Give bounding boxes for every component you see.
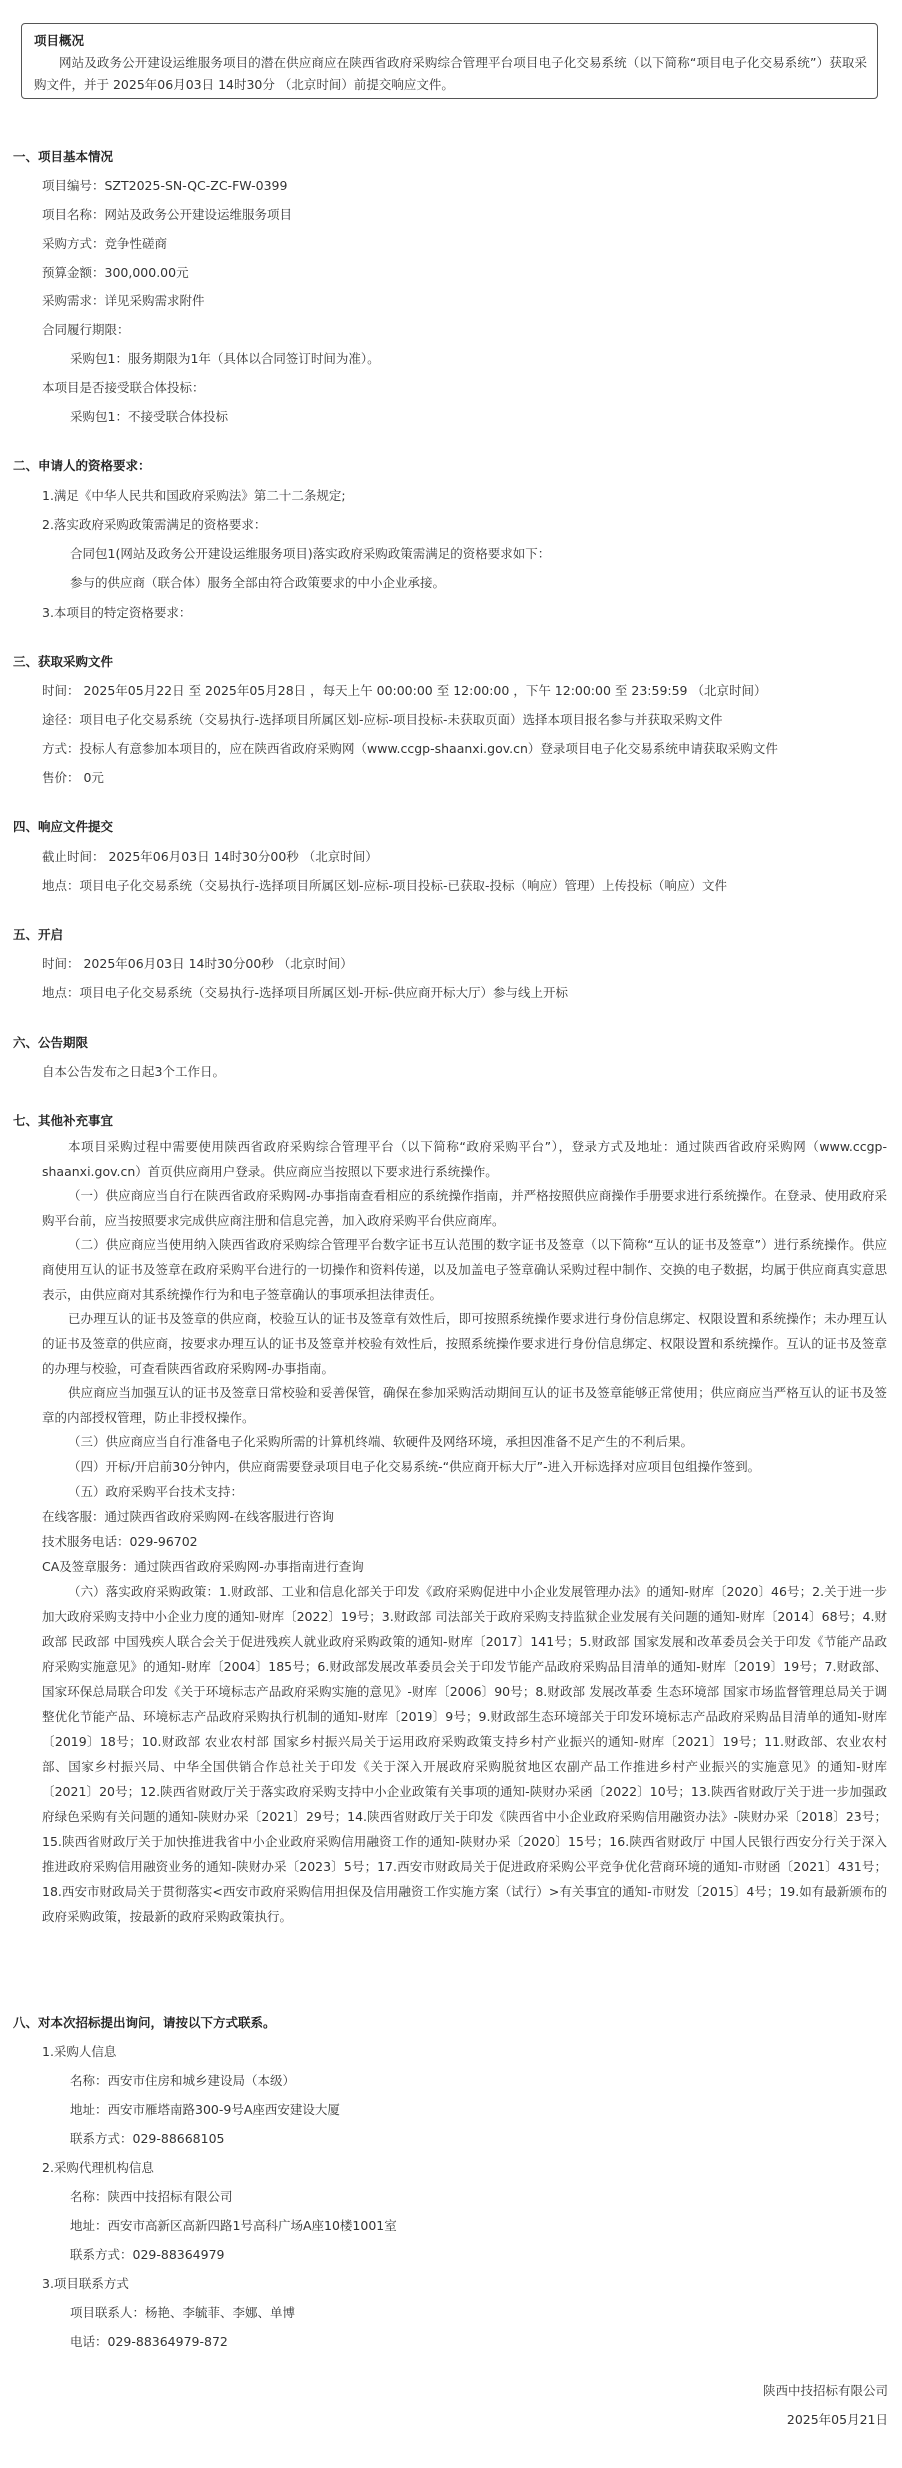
- requirement-2: 2.落实政府采购政策需满足的资格要求：: [42, 517, 267, 532]
- overview-body: 网站及政务公开建设运维服务项目的潜在供应商应在陕西省政府采购综合管理平台项目电子化交易系统（以下简称“项目电子化交易系统”）获取采购文件，并于 2025年06月03日 14时30分 （北京时间）前提交响应文件。: [34, 55, 867, 92]
- section-title: 五、开启: [13, 927, 64, 942]
- tech-service-phone: 技术服务电话：029-96702: [42, 1534, 198, 1549]
- section-title: 二、申请人的资格要求：: [13, 458, 151, 473]
- overview-title: 项目概况: [34, 33, 85, 48]
- agency-address: 地址：西安市高新区高新四路1号高科广场A座10楼1001室: [70, 2218, 397, 2233]
- announcement-period: 自本公告发布之日起3个工作日。: [42, 1064, 225, 1079]
- obtain-route: 途径：项目电子化交易系统（交易执行-选择项目所属区划-应标-项目投标-未获取页面）选择本项目报名参与并获取采购文件: [42, 712, 723, 727]
- package-service-period: 采购包1：服务期限为1年（具体以合同签订时间为准）。: [70, 351, 380, 366]
- package-consortium: 采购包1：不接受联合体投标: [70, 409, 228, 424]
- section-title: 一、项目基本情况: [13, 149, 114, 164]
- purchaser-heading: 1.采购人信息: [42, 2044, 117, 2059]
- procurement-demand: 采购需求：详见采购需求附件: [42, 293, 205, 308]
- procurement-method: 采购方式：竞争性磋商: [42, 236, 168, 251]
- opening-time: 时间： 2025年06月03日 14时30分00秒 （北京时间）: [42, 956, 353, 971]
- section-title: 三、获取采购文件: [13, 654, 114, 669]
- document-price: 售价： 0元: [42, 770, 104, 785]
- opening-place: 地点：项目电子化交易系统（交易执行-选择项目所属区划-开标-供应商开标大厅）参与线上开标: [42, 985, 569, 1000]
- online-service: 在线客服：通过陕西省政府采购网-在线客服进行咨询: [42, 1509, 335, 1524]
- agency-phone: 联系方式：029-88364979: [70, 2247, 225, 2262]
- obtain-method: 方式：投标人有意参加本项目的，应在陕西省政府采购网（www.ccgp-shaanxi.gov.cn）登录项目电子化交易系统申请获取采购文件: [42, 741, 778, 756]
- requirement-2-package: 合同包1(网站及政务公开建设运维服务项目)落实政府采购政策需满足的资格要求如下：: [70, 546, 551, 561]
- paragraph-guide: （一）供应商应当自行在陕西省政府采购网-办事指南查看相应的系统操作指南，并严格按照供应商操作手册要求进行系统操作。在登录、使用政府采购平台前，应当按照要求完成供应商注册和信息完善，加入政府采购平台供应商库。: [42, 1188, 887, 1228]
- paragraph-certificate-custody: 供应商应当加强互认的证书及签章日常校验和妥善保管，确保在参加采购活动期间互认的证书及签章能够正常使用；供应商应当严格互认的证书及签章的内部授权管理，防止非授权操作。: [42, 1385, 887, 1425]
- ca-service: CA及签章服务：通过陕西省政府采购网-办事指南进行查询: [42, 1559, 364, 1574]
- paragraph-tech-support: （五）政府采购平台技术支持：: [68, 1484, 244, 1499]
- paragraph-certificate-handling: 已办理互认的证书及签章的供应商，校验互认的证书及签章有效性后，即可按照系统操作要求进行身份信息绑定、权限设置和系统操作；未办理互认的证书及签章的供应商，按要求办理互认的证书及签章并校验有效性后，按照系统操作要求进行身份信息绑定、权限设置和系统操作。互认的证书及签章的办理与校验，可查看陕西省政府采购网-办事指南。: [42, 1311, 887, 1376]
- submission-deadline: 截止时间： 2025年06月03日 14时30分00秒 （北京时间）: [42, 849, 378, 864]
- section-title: 七、其他补充事宜: [13, 1113, 114, 1128]
- purchaser-name: 名称：西安市住房和城乡建设局（本级）: [70, 2073, 296, 2088]
- consortium-label: 本项目是否接受联合体投标：: [42, 380, 205, 395]
- paragraph-equipment: （三）供应商应当自行准备电子化采购所需的计算机终端、软硬件及网络环境，承担因准备不足产生的不利后果。: [68, 1434, 694, 1449]
- purchaser-address: 地址：西安市雁塔南路300-9号A座西安建设大厦: [70, 2102, 340, 2117]
- project-number: 项目编号：SZT2025-SN-QC-ZC-FW-0399: [42, 178, 288, 193]
- paragraph-platform: 本项目采购过程中需要使用陕西省政府采购综合管理平台（以下简称“政府采购平台”），登录方式及地址：通过陕西省政府采购网（www.ccgp-shaanxi.gov.cn）首页供应商用户登录。供应商应当按照以下要求进行系统操作。: [42, 1139, 887, 1179]
- requirement-2-detail: 参与的供应商（联合体）服务全部由符合政策要求的中小企业承接。: [70, 575, 446, 590]
- signature-date: 2025年05月21日: [786, 2412, 888, 2427]
- paragraph-certificate: （二）供应商应当使用纳入陕西省政府采购综合管理平台数字证书互认范围的数字证书及签章（以下简称“互认的证书及签章”）进行系统操作。供应商使用互认的证书及签章在政府采购平台进行的一切操作和资料传递，以及加盖电子签章确认采购过程中制作、交换的电子数据，均属于供应商真实意思表示，由供应商对其系统操作行为和电子签章确认的事项承担法律责任。: [42, 1237, 887, 1302]
- project-overview-box: [21, 23, 878, 99]
- section-title: 四、响应文件提交: [13, 819, 114, 834]
- purchaser-phone: 联系方式：029-88668105: [70, 2131, 225, 2146]
- agency-heading: 2.采购代理机构信息: [42, 2160, 154, 2175]
- contract-period-label: 合同履行期限：: [42, 322, 130, 337]
- requirement-3: 3.本项目的特定资格要求：: [42, 605, 192, 620]
- budget-amount: 预算金额：300,000.00元: [42, 265, 189, 280]
- signature-organization: 陕西中技招标有限公司: [762, 2383, 888, 2398]
- submission-place: 地点：项目电子化交易系统（交易执行-选择项目所属区划-应标-项目投标-已获取-投标（响应）管理）上传投标（响应）文件: [42, 878, 728, 893]
- section-title: 八、对本次招标提出询问，请按以下方式联系。: [13, 2015, 276, 2030]
- paragraph-sign-in: （四）开标/开启前30分钟内，供应商需要登录项目电子化交易系统-“供应商开标大厅”-进入开标选择对应项目包组操作签到。: [68, 1459, 761, 1474]
- project-contacts: 项目联系人：杨艳、李毓菲、李娜、单博: [70, 2305, 296, 2320]
- project-phone: 电话：029-88364979-872: [70, 2334, 228, 2349]
- project-contact-heading: 3.项目联系方式: [42, 2276, 129, 2291]
- section-title: 六、公告期限: [13, 1035, 89, 1050]
- paragraph-policies: （六）落实政府采购政策：1.财政部、工业和信息化部关于印发《政府采购促进中小企业发展管理办法》的通知-财库〔2020〕46号；2.关于进一步加大政府采购支持中小企业力度的通知-财库〔2022〕19号；3.财政部 司法部关于政府采购支持监狱企业发展有关问题的通知-财库〔2014〕68号；4.财政部 民政部 中国残疾人联合会关于促进残疾人就业政府采购政策的通知-财库〔2017〕141号；5.财政部 国家发展和改革委员会关于印发《节能产品政府采购实施意见》的通知-财库〔2004〕185号；6.财政部发展改革委员会关于印发节能产品政府采购品目清单的通知-财库〔2019〕19号；7.财政部、国家环保总局联合印发《关于环境标志产品政府采购实施的意见》-财库〔2006〕90号；8.财政部 发展改革委 生态环境部 国家市场监督管理总局关于调整优化节能产品、环境标志产品政府采购执行机制的通知-财库〔2019〕9号；9.财政部生态环境部关于印发环境标志产品政府采购品目清单的通知-财库〔2019〕18号；10.财政部 农业农村部 国家乡村振兴局关于运用政府采购政策支持乡村产业振兴的通知-财库〔2021〕19号；11.财政部、农业农村部、国家乡村振兴局、中华全国供销合作总社关于印发《关于深入开展政府采购脱贫地区农副产品工作推进乡村产业振兴的实施意见》的通知-财库〔2021〕20号；12.陕西省财政厅关于落实政府采购支持中小企业政策有关事项的通知-陕财办采函〔2022〕10号；13.陕西省财政厅关于进一步加强政府绿色采购有关问题的通知-陕财办采〔2021〕29号；14.陕西省财政厅关于印发《陕西省中小企业政府采购信用融资办法》-陕财办采〔2018〕23号；15.陕西省财政厅关于加快推进我省中小企业政府采购信用融资工作的通知-陕财办采〔2020〕15号；16.陕西省财政厅 中国人民银行西安分行关于深入推进政府采购信用融资业务的通知-陕财办采〔2023〕5号；17.西安市财政局关于促进政府采购公平竞争优化营商环境的通知-市财函〔2021〕431号；18.西安市财政局关于贯彻落实<西安市政府采购信用担保及信用融资工作实施方案（试行）>有关事宜的通知-市财发〔2015〕4号；19.如有最新颁布的政府采购政策，按最新的政府采购政策执行。: [42, 1584, 887, 1924]
- agency-name: 名称：陕西中技招标有限公司: [70, 2189, 233, 2204]
- project-name: 项目名称：网站及政务公开建设运维服务项目: [42, 207, 293, 222]
- requirement-1: 1.满足《中华人民共和国政府采购法》第二十二条规定;: [42, 488, 346, 503]
- obtain-time: 时间： 2025年05月22日 至 2025年05月28日 ，每天上午 00:00:00 至 12:00:00 ，下午 12:00:00 至 23:59:59 （北京时间）: [42, 683, 767, 698]
